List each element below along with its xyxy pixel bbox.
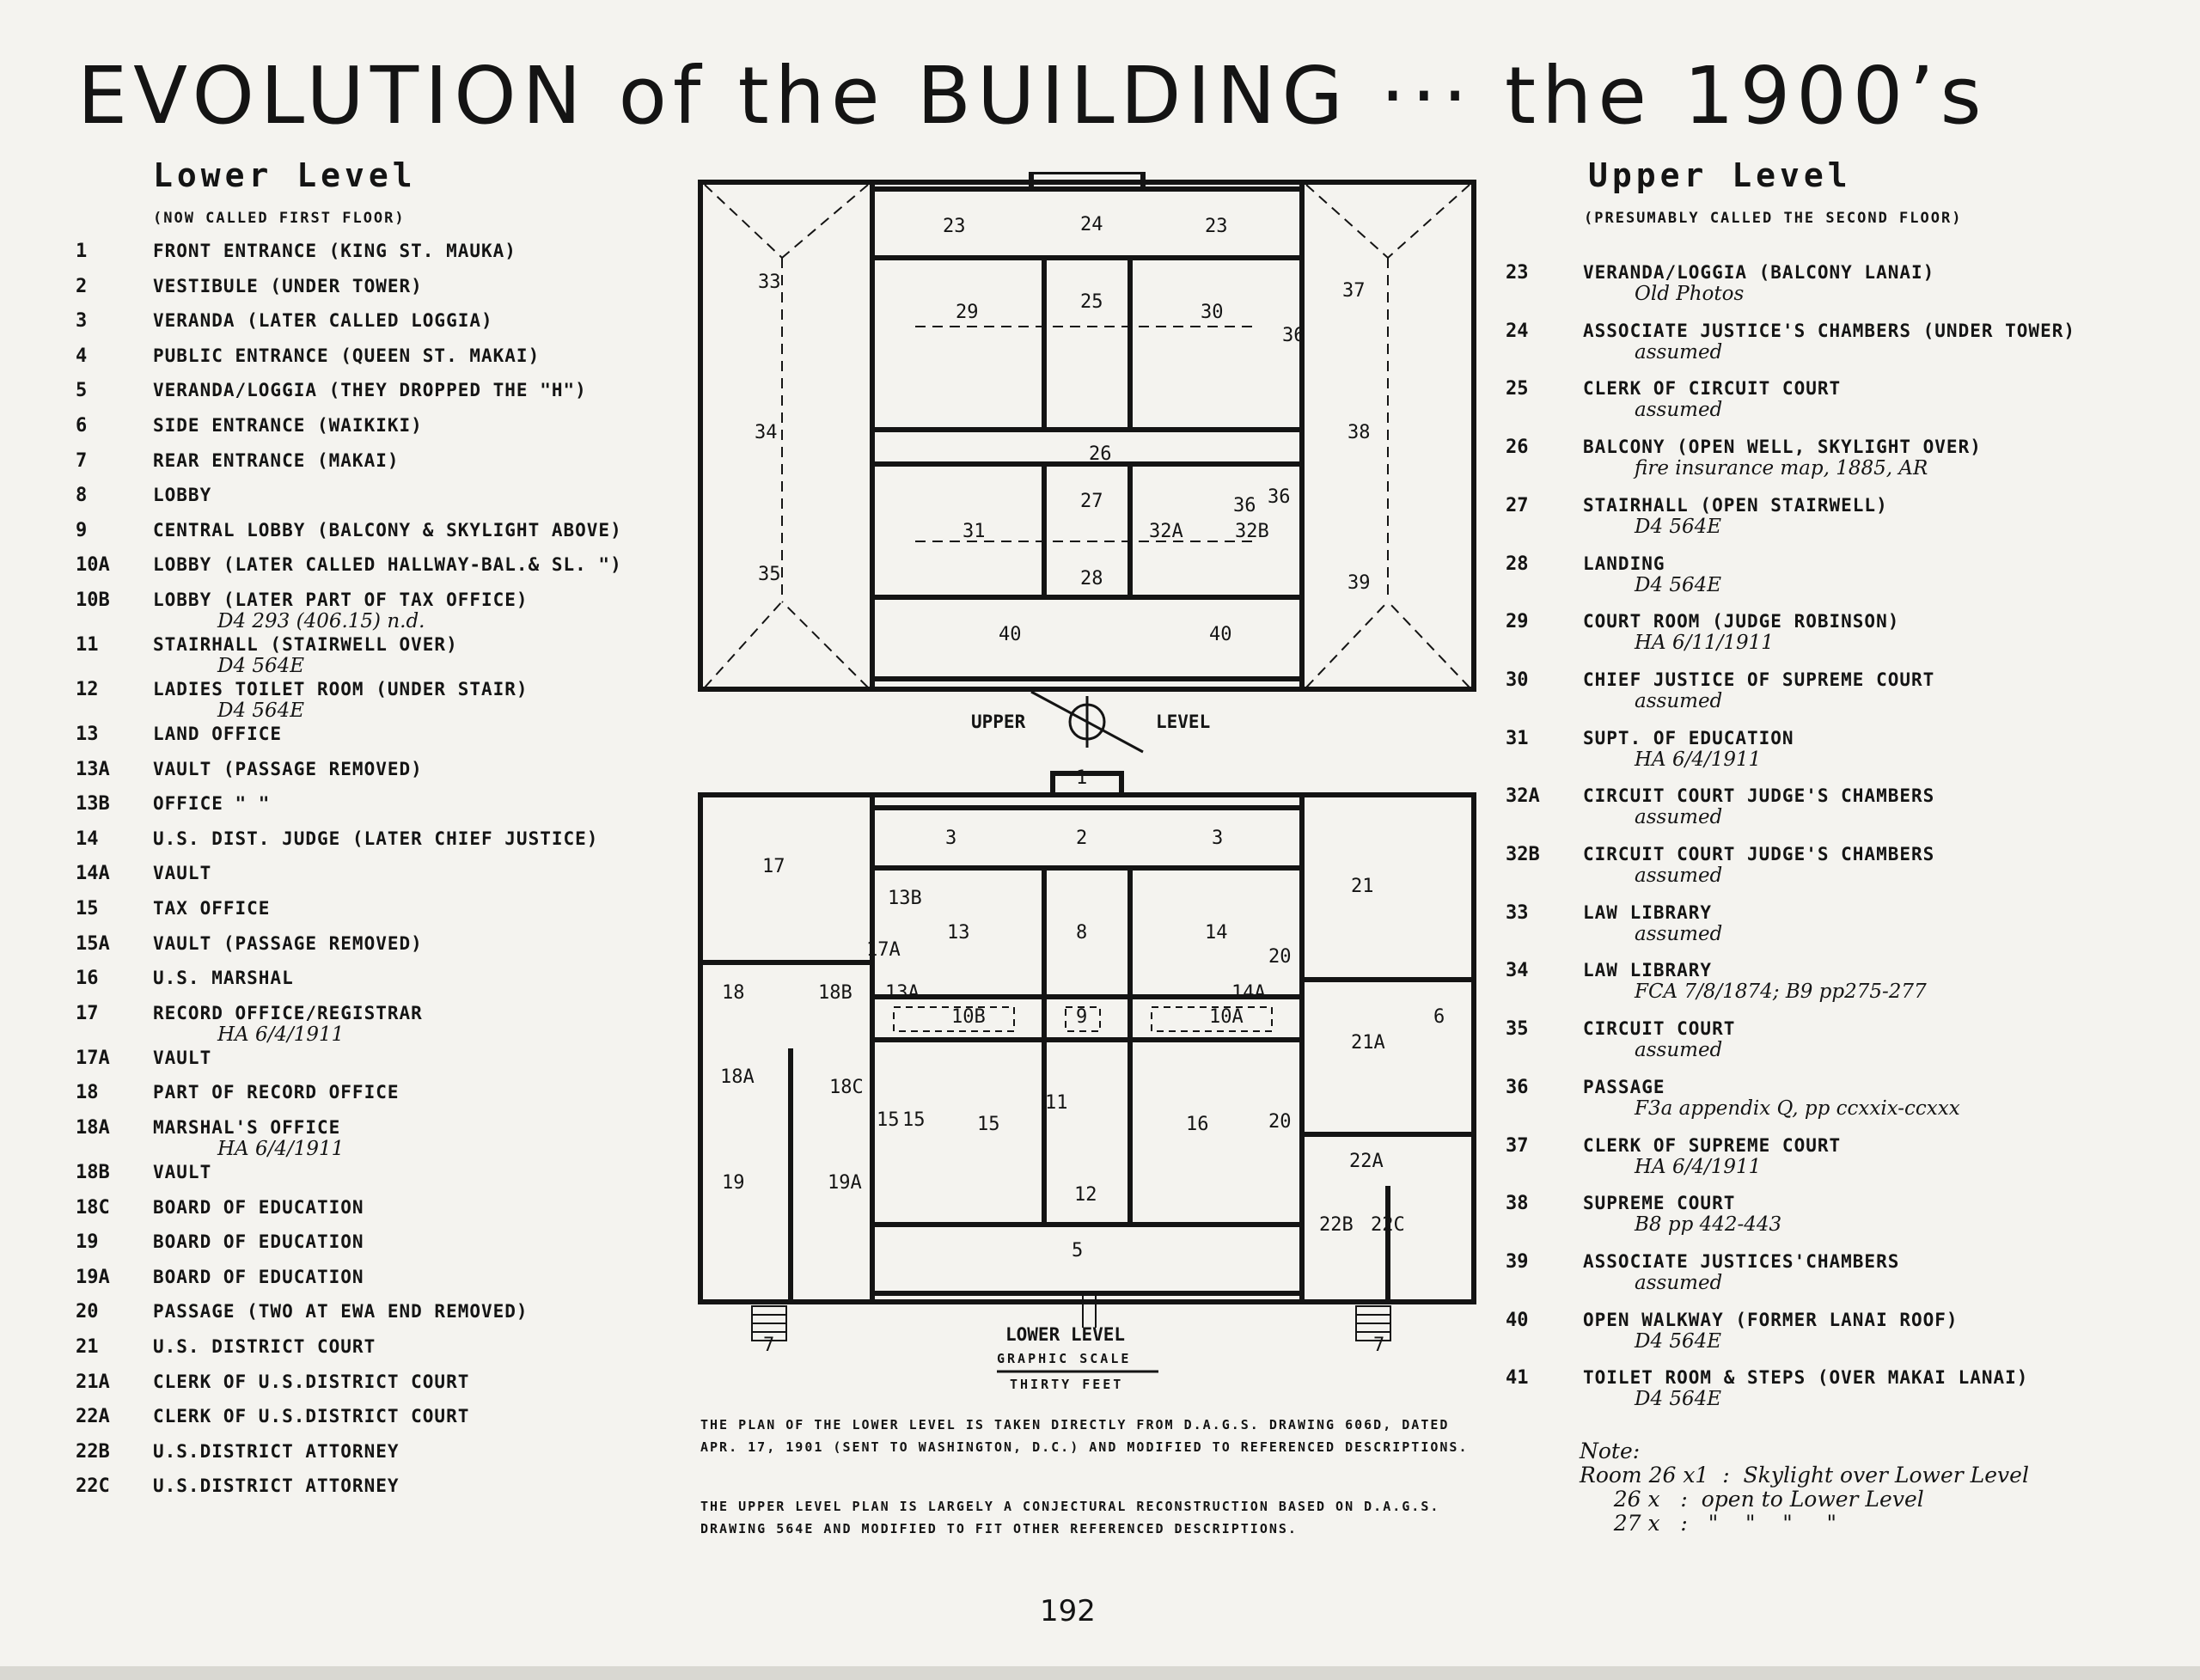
- legend-number: 9: [76, 519, 88, 541]
- room-number: 15: [877, 1109, 900, 1131]
- note-label: Note:: [1580, 1439, 1641, 1463]
- legend-number: 23: [1506, 262, 1529, 284]
- legend-number: 13A: [76, 758, 110, 780]
- legend-text: LOBBY (LATER PART OF TAX OFFICE): [153, 590, 529, 610]
- legend-number: 14: [76, 828, 99, 850]
- legend-number: 22A: [76, 1406, 110, 1428]
- room-number: 10B: [951, 1006, 986, 1028]
- legend-source-note: assumed: [1635, 1039, 1723, 1062]
- room-number: 36: [1233, 495, 1256, 516]
- room-number: 31: [962, 521, 986, 542]
- room-number: 30: [1201, 302, 1224, 323]
- legend-number: 10A: [76, 554, 110, 577]
- legend-number: 16: [76, 968, 99, 990]
- legend-number: 11: [76, 634, 99, 656]
- legend-number: 31: [1506, 727, 1529, 749]
- legend-text: FRONT ENTRANCE (KING ST. MAUKA): [153, 241, 516, 261]
- upper-level-label-right: LEVEL: [1156, 712, 1211, 732]
- legend-number: 37: [1506, 1134, 1529, 1157]
- room-number: 29: [956, 302, 979, 323]
- room-number: 17A: [866, 939, 901, 961]
- legend-number: 1: [76, 241, 88, 262]
- legend-text: CIRCUIT COURT JUDGE'S CHAMBERS: [1583, 785, 1935, 807]
- room-number: 3: [1212, 828, 1224, 849]
- legend-text: LOBBY: [153, 485, 212, 506]
- note-line: 26 x : open to Lower Level: [1580, 1487, 1924, 1512]
- upper-level-subheading: (PRESUMABLY CALLED THE SECOND FLOOR): [1584, 210, 1963, 227]
- legend-number: 19: [76, 1231, 99, 1254]
- room-number: 9: [1076, 1006, 1088, 1028]
- room-number: 13: [947, 922, 970, 944]
- legend-text: U.S. MARSHAL: [153, 968, 294, 989]
- legend-number: 18A: [76, 1117, 110, 1139]
- legend-number: 36: [1506, 1076, 1529, 1098]
- legend-text: PASSAGE (TWO AT EWA END REMOVED): [153, 1301, 529, 1323]
- floor-plan: [688, 172, 1487, 1409]
- legend-number: 7: [76, 449, 88, 472]
- room-number: 24: [1080, 214, 1103, 235]
- legend-text: VERANDA/LOGGIA (THEY DROPPED THE "H"): [153, 380, 587, 401]
- room-number: 18B: [818, 982, 852, 1004]
- legend-number: 18C: [76, 1196, 110, 1219]
- room-number: 7: [763, 1335, 775, 1356]
- room-number: 32B: [1235, 521, 1269, 542]
- page-number: 192: [1040, 1594, 1096, 1628]
- legend-source-note: D4 564E: [217, 655, 305, 677]
- legend-number: 38: [1506, 1193, 1529, 1215]
- legend-text: LADIES TOILET ROOM (UNDER STAIR): [153, 679, 529, 699]
- room-number: 36: [1268, 486, 1291, 508]
- room-number: 22C: [1371, 1214, 1405, 1236]
- legend-source-note: D4 564E: [1635, 573, 1722, 596]
- legend-text: BALCONY (OPEN WELL, SKYLIGHT OVER): [1583, 437, 1982, 458]
- legend-number: 19A: [76, 1266, 110, 1288]
- legend-number: 41: [1506, 1367, 1529, 1390]
- legend-text: CIRCUIT COURT: [1583, 1018, 1736, 1040]
- legend-source-note: assumed: [1635, 1271, 1723, 1294]
- legend-source-note: D4 293 (406.15) n.d.: [217, 610, 425, 632]
- graphic-scale-units: THIRTY FEET: [1010, 1377, 1124, 1392]
- room-number: 11: [1045, 1092, 1068, 1114]
- room-number: 22B: [1319, 1214, 1354, 1236]
- legend-text: U.S. DIST. JUDGE (LATER CHIEF JUSTICE): [153, 828, 599, 849]
- legend-source-note: B8 pp 442-443: [1635, 1213, 1782, 1237]
- legend-text: CIRCUIT COURT JUDGE'S CHAMBERS: [1583, 844, 1935, 864]
- legend-source-note: assumed: [1635, 340, 1723, 363]
- legend-text: REAR ENTRANCE (MAKAI): [153, 449, 400, 471]
- legend-text: VAULT: [153, 1162, 212, 1182]
- room-number: 19A: [828, 1172, 862, 1194]
- room-number: 18C: [829, 1077, 864, 1098]
- room-number: 20: [1268, 946, 1292, 968]
- room-number: 15: [977, 1114, 1000, 1135]
- legend-text: ASSOCIATE JUSTICE'S CHAMBERS (UNDER TOWER): [1583, 320, 2076, 341]
- page-title: EVOLUTION of the BUILDING ··· the 1900’s: [77, 50, 1988, 142]
- legend-number: 29: [1506, 611, 1529, 633]
- legend-source-note: fire insurance map, 1885, AR: [1635, 457, 1928, 480]
- legend-text: LANDING: [1583, 553, 1665, 574]
- legend-text: CLERK OF CIRCUIT COURT: [1583, 378, 1842, 400]
- room-number: 7: [1373, 1335, 1385, 1356]
- legend-source-note: F3a appendix Q, pp ccxxix-ccxxx: [1635, 1097, 1960, 1120]
- legend-text: VESTIBULE (UNDER TOWER): [153, 275, 423, 296]
- room-number: 14A: [1231, 982, 1266, 1004]
- room-number: 8: [1076, 922, 1088, 944]
- legend-text: CLERK OF U.S.DISTRICT COURT: [153, 1406, 470, 1427]
- legend-text: BOARD OF EDUCATION: [153, 1196, 364, 1218]
- legend-source-note: HA 6/4/1911: [1635, 1155, 1762, 1178]
- room-number: 21: [1351, 876, 1374, 897]
- legend-source-note: Old Photos: [1635, 283, 1745, 305]
- legend-text: SUPT. OF EDUCATION: [1583, 727, 1794, 748]
- legend-text: OFFICE " ": [153, 793, 271, 815]
- legend-text: LOBBY (LATER CALLED HALLWAY-BAL.& SL. "): [153, 554, 622, 576]
- room-number: 13B: [888, 888, 922, 909]
- room-number: 35: [758, 564, 781, 585]
- legend-number: 20: [76, 1301, 99, 1323]
- legend-text: LAW LIBRARY: [1583, 960, 1713, 981]
- legend-text: VAULT (PASSAGE REMOVED): [153, 932, 423, 954]
- legend-text: PASSAGE: [1583, 1076, 1665, 1097]
- room-number: 39: [1348, 572, 1371, 594]
- lower-level-heading: Lower Level: [153, 156, 417, 194]
- room-number: 40: [1209, 624, 1232, 645]
- legend-number: 12: [76, 679, 99, 700]
- legend-source-note: D4 564E: [1635, 1388, 1722, 1411]
- legend-source-note: FCA 7/8/1874; B9 pp275-277: [1635, 981, 1927, 1004]
- room-number: 38: [1348, 422, 1371, 443]
- legend-number: 15A: [76, 932, 110, 955]
- legend-number: 26: [1506, 437, 1529, 459]
- legend-text: VAULT: [153, 863, 212, 884]
- legend-source-note: D4 564E: [1635, 1329, 1722, 1353]
- legend-number: 6: [76, 415, 88, 437]
- legend-number: 27: [1506, 494, 1529, 516]
- room-number: 34: [755, 422, 778, 443]
- page-edge: [0, 1666, 2200, 1680]
- legend-text: VAULT (PASSAGE REMOVED): [153, 758, 423, 779]
- room-number: 23: [943, 216, 966, 237]
- legend-text: VERANDA/LOGGIA (BALCONY LANAI): [1583, 262, 1935, 283]
- room-number: 33: [758, 272, 781, 293]
- legend-text: RECORD OFFICE/REGISTRAR: [153, 1002, 423, 1023]
- upper-level-label: UPPER: [971, 712, 1026, 732]
- lower-level-label: LOWER LEVEL: [1005, 1324, 1126, 1345]
- room-number: 15: [902, 1109, 926, 1131]
- room-number: 28: [1080, 568, 1103, 590]
- room-number: 26: [1089, 443, 1112, 465]
- room-note: [1580, 1439, 2029, 1536]
- legend-source-note: assumed: [1635, 922, 1723, 945]
- room-number: 13A: [885, 982, 920, 1004]
- legend-text: CENTRAL LOBBY (BALCONY & SKYLIGHT ABOVE): [153, 519, 622, 541]
- legend-source-note: HA 6/11/1911: [1635, 632, 1774, 655]
- caption-lower-plan: THE PLAN OF THE LOWER LEVEL IS TAKEN DIRECTLY FROM D.A.G.S. DRAWING 606D, DATED APR. 17, 1901 (SENT TO WASHINGTON, D.C.) AND MODIFIED TO REFERENCED DESCRIPTIONS.: [700, 1417, 1469, 1455]
- legend-source-note: HA 6/4/1911: [1635, 748, 1762, 771]
- legend-source-note: HA 6/4/1911: [217, 1023, 345, 1046]
- legend-text: MARSHAL'S OFFICE: [153, 1117, 341, 1138]
- legend-number: 14A: [76, 863, 110, 885]
- legend-number: 24: [1506, 320, 1529, 342]
- legend-number: 22C: [76, 1475, 110, 1498]
- legend-number: 25: [1506, 378, 1529, 400]
- legend-text: ASSOCIATE JUSTICES'CHAMBERS: [1583, 1250, 1900, 1272]
- room-number: 17: [762, 856, 785, 877]
- legend-number: 10B: [76, 590, 110, 611]
- legend-number: 32A: [1506, 785, 1540, 808]
- legend-number: 17: [76, 1002, 99, 1024]
- legend-number: 15: [76, 898, 99, 919]
- legend-text: SUPREME COURT: [1583, 1193, 1736, 1214]
- legend-number: 21: [76, 1336, 99, 1358]
- legend-text: LAW LIBRARY: [1583, 901, 1713, 923]
- room-number: 22A: [1349, 1151, 1384, 1172]
- legend-text: VERANDA (LATER CALLED LOGGIA): [153, 310, 493, 332]
- legend-source-note: assumed: [1635, 399, 1723, 422]
- legend-number: 2: [76, 275, 88, 297]
- room-number: 19: [722, 1172, 745, 1194]
- legend-text: OPEN WALKWAY (FORMER LANAI ROOF): [1583, 1309, 1959, 1330]
- legend-source-note: HA 6/4/1911: [217, 1138, 345, 1160]
- legend-number: 34: [1506, 960, 1529, 982]
- room-number: 5: [1072, 1240, 1084, 1262]
- lower-level-subheading: (NOW CALLED FIRST FLOOR): [153, 210, 406, 227]
- note-line: Room 26 x1 : Skylight over Lower Level: [1580, 1463, 2029, 1488]
- legend-number: 13B: [76, 793, 110, 816]
- legend-text: SIDE ENTRANCE (WAIKIKI): [153, 415, 423, 436]
- legend-text: VAULT: [153, 1047, 212, 1068]
- legend-text: STAIRHALL (STAIRWELL OVER): [153, 634, 458, 655]
- legend-text: TOILET ROOM & STEPS (OVER MAKAI LANAI): [1583, 1367, 2029, 1389]
- room-number: 32A: [1149, 521, 1183, 542]
- legend-number: 17A: [76, 1047, 110, 1069]
- legend-number: 39: [1506, 1250, 1529, 1273]
- legend-number: 33: [1506, 901, 1529, 924]
- caption-upper-plan: THE UPPER LEVEL PLAN IS LARGELY A CONJECTURAL RECONSTRUCTION BASED ON D.A.G.S. DRAWING 564E AND MODIFIED TO FIT OTHER REFERENCED DESCRIPTIONS.: [700, 1499, 1440, 1536]
- room-number: 1: [1076, 767, 1088, 789]
- legend-number: 21A: [76, 1371, 110, 1393]
- legend-source-note: assumed: [1635, 689, 1723, 712]
- legend-text: CLERK OF U.S.DISTRICT COURT: [153, 1371, 470, 1392]
- legend-text: CHIEF JUSTICE OF SUPREME COURT: [1583, 669, 1935, 690]
- legend-source-note: assumed: [1635, 806, 1723, 829]
- legend-number: 35: [1506, 1018, 1529, 1041]
- room-number: 27: [1080, 491, 1103, 512]
- legend-number: 40: [1506, 1309, 1529, 1331]
- legend-text: STAIRHALL (OPEN STAIRWELL): [1583, 494, 1888, 516]
- room-number: 14: [1205, 922, 1228, 944]
- legend-number: 32B: [1506, 844, 1540, 865]
- room-number: 25: [1080, 291, 1103, 313]
- room-number: 12: [1074, 1184, 1097, 1206]
- legend-number: 8: [76, 485, 88, 507]
- legend-text: COURT ROOM (JUDGE ROBINSON): [1583, 611, 1900, 632]
- room-number: 40: [999, 624, 1022, 645]
- room-number: 16: [1186, 1114, 1209, 1135]
- legend-text: U.S.DISTRICT ATTORNEY: [153, 1440, 400, 1462]
- legend-number: 18B: [76, 1162, 110, 1183]
- legend-number: 3: [76, 310, 88, 333]
- note-line: 27 x : " " " ": [1580, 1511, 1836, 1536]
- room-number: 23: [1205, 216, 1228, 237]
- legend-source-note: assumed: [1635, 864, 1723, 887]
- room-number: 10A: [1209, 1006, 1244, 1028]
- room-number: 18: [722, 982, 745, 1004]
- legend-text: PUBLIC ENTRANCE (QUEEN ST. MAKAI): [153, 345, 541, 366]
- room-number: 37: [1342, 280, 1366, 302]
- room-number: 20: [1268, 1111, 1292, 1133]
- legend-number: 4: [76, 345, 88, 367]
- legend-source-note: D4 564E: [217, 699, 305, 722]
- legend-number: 30: [1506, 669, 1529, 691]
- legend-text: PART OF RECORD OFFICE: [153, 1082, 400, 1103]
- legend-text: BOARD OF EDUCATION: [153, 1231, 364, 1253]
- legend-number: 28: [1506, 553, 1529, 575]
- legend-text: U.S. DISTRICT COURT: [153, 1336, 376, 1357]
- room-number: 21A: [1351, 1032, 1385, 1054]
- graphic-scale-label: GRAPHIC SCALE: [997, 1351, 1132, 1366]
- room-number: 2: [1076, 828, 1088, 849]
- legend-text: U.S.DISTRICT ATTORNEY: [153, 1475, 400, 1497]
- legend-number: 5: [76, 380, 88, 402]
- legend-source-note: D4 564E: [1635, 515, 1722, 538]
- upper-level-heading: Upper Level: [1588, 156, 1852, 194]
- room-number: 3: [945, 828, 957, 849]
- legend-text: BOARD OF EDUCATION: [153, 1266, 364, 1287]
- legend-number: 13: [76, 724, 99, 745]
- legend-text: TAX OFFICE: [153, 898, 271, 919]
- legend-number: 18: [76, 1082, 99, 1104]
- legend-text: CLERK OF SUPREME COURT: [1583, 1134, 1842, 1156]
- room-number: 6: [1433, 1006, 1445, 1028]
- legend-text: LAND OFFICE: [153, 724, 283, 744]
- room-number: 36: [1282, 325, 1305, 346]
- legend-number: 22B: [76, 1440, 110, 1463]
- room-number: 18A: [720, 1066, 755, 1088]
